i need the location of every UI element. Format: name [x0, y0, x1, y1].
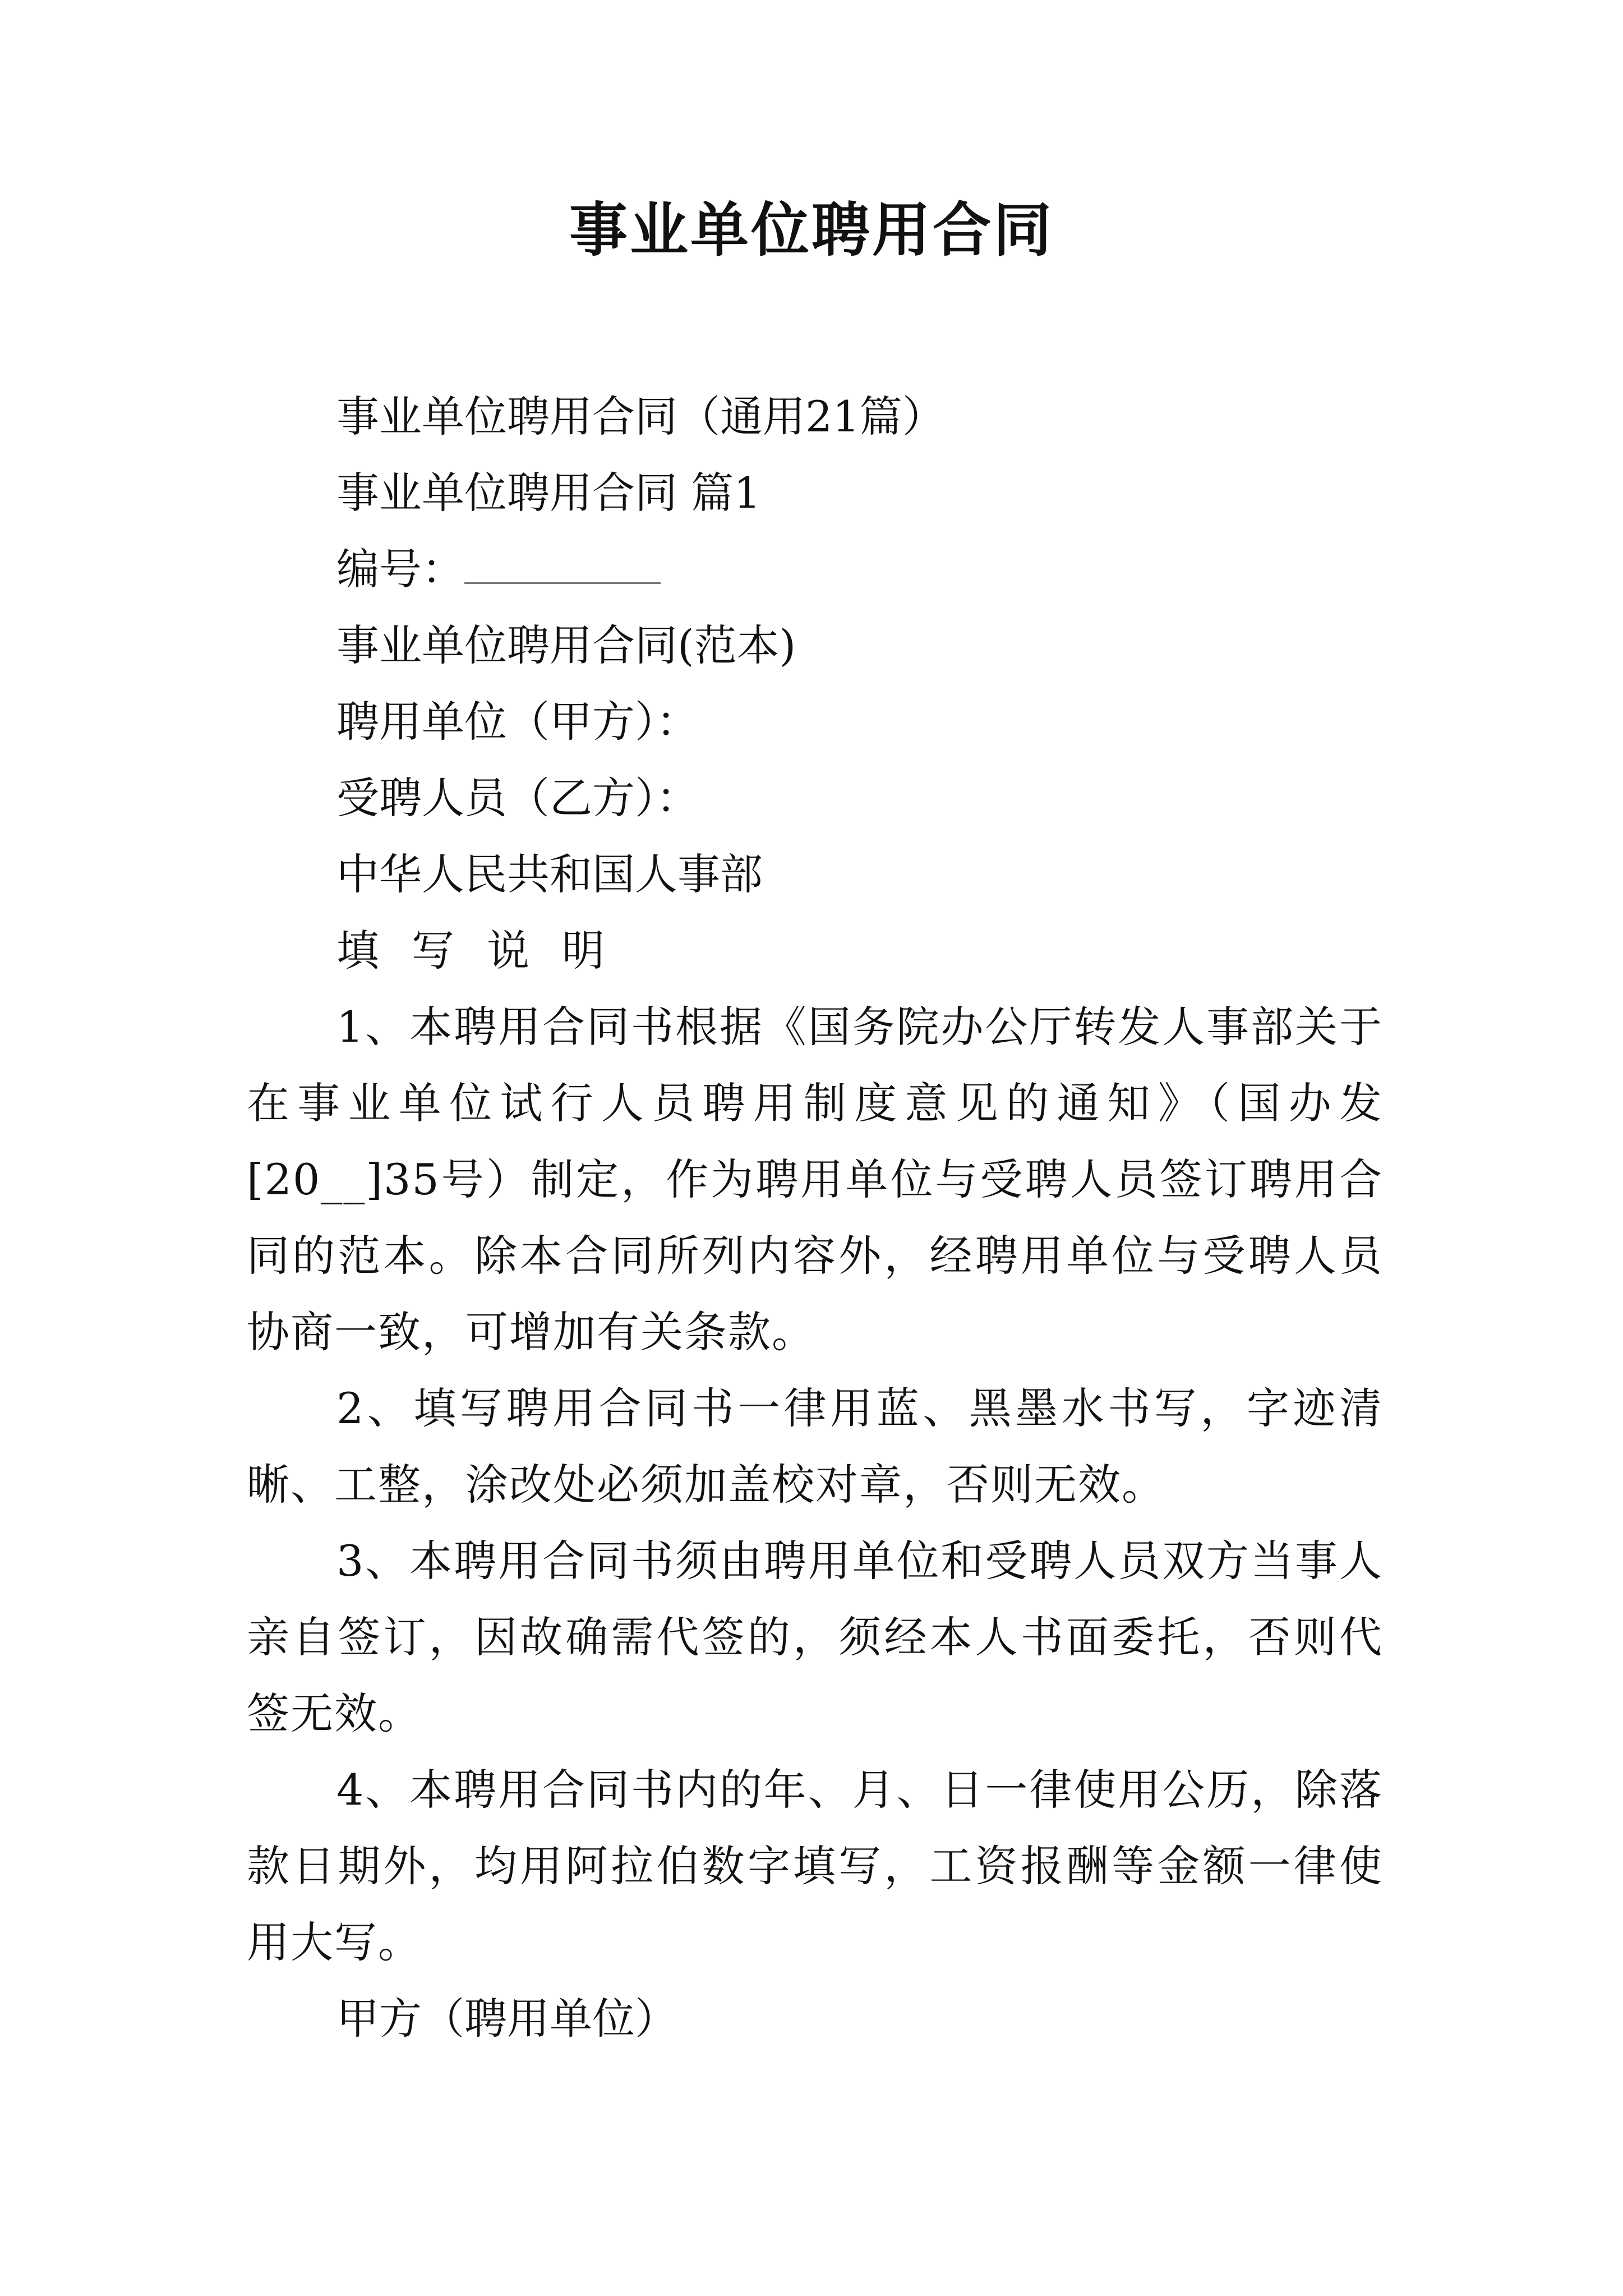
section-heading: 事业单位聘用合同 篇1 — [336, 468, 761, 518]
number-label: 编号： — [336, 544, 464, 594]
template-title: 事业单位聘用合同(范本) — [336, 620, 796, 670]
number-line — [247, 531, 1383, 608]
instructions-heading: 填写说明 — [336, 926, 637, 976]
document-title: 事业单位聘用合同 — [569, 195, 1054, 264]
document-body — [247, 379, 1383, 2057]
instruction-paragraph-2: 2、填写聘用合同书一律用蓝、黑墨水书写，字迹清晰、工整，涂改处必须加盖校对章，否则无效。 — [247, 1383, 1383, 1510]
instruction-paragraph-1: 1、本聘用合同书根据《国务院办公厅转发人事部关于在事业单位试行人员聘用制度意见的通知》（国办发[20__]35号）制定，作为聘用单位与受聘人员签订聘用合同的范本。除本合同所列内容外，经聘用单位与受聘人员协商一致，可增加有关条款。 — [247, 1002, 1383, 1357]
ministry-line: 中华人民共和国人事部 — [336, 849, 763, 899]
party-a-line: 聘用单位（甲方）： — [336, 697, 699, 747]
party-b-line: 受聘人员（乙方）： — [336, 773, 699, 823]
closing-line: 甲方（聘用单位） — [336, 1994, 677, 2044]
instruction-paragraph-4: 4、本聘用合同书内的年、月、日一律使用公历，除落款日期外，均用阿拉伯数字填写，工资报酬等金额一律使用大写。 — [247, 1765, 1383, 1967]
subtitle-line: 事业单位聘用合同（通用21篇） — [336, 392, 945, 441]
instruction-paragraph-3: 3、本聘用合同书须由聘用单位和受聘人员双方当事人亲自签订，因故确需代签的，须经本人书面委托，否则代签无效。 — [247, 1536, 1383, 1738]
number-blank — [464, 543, 661, 584]
